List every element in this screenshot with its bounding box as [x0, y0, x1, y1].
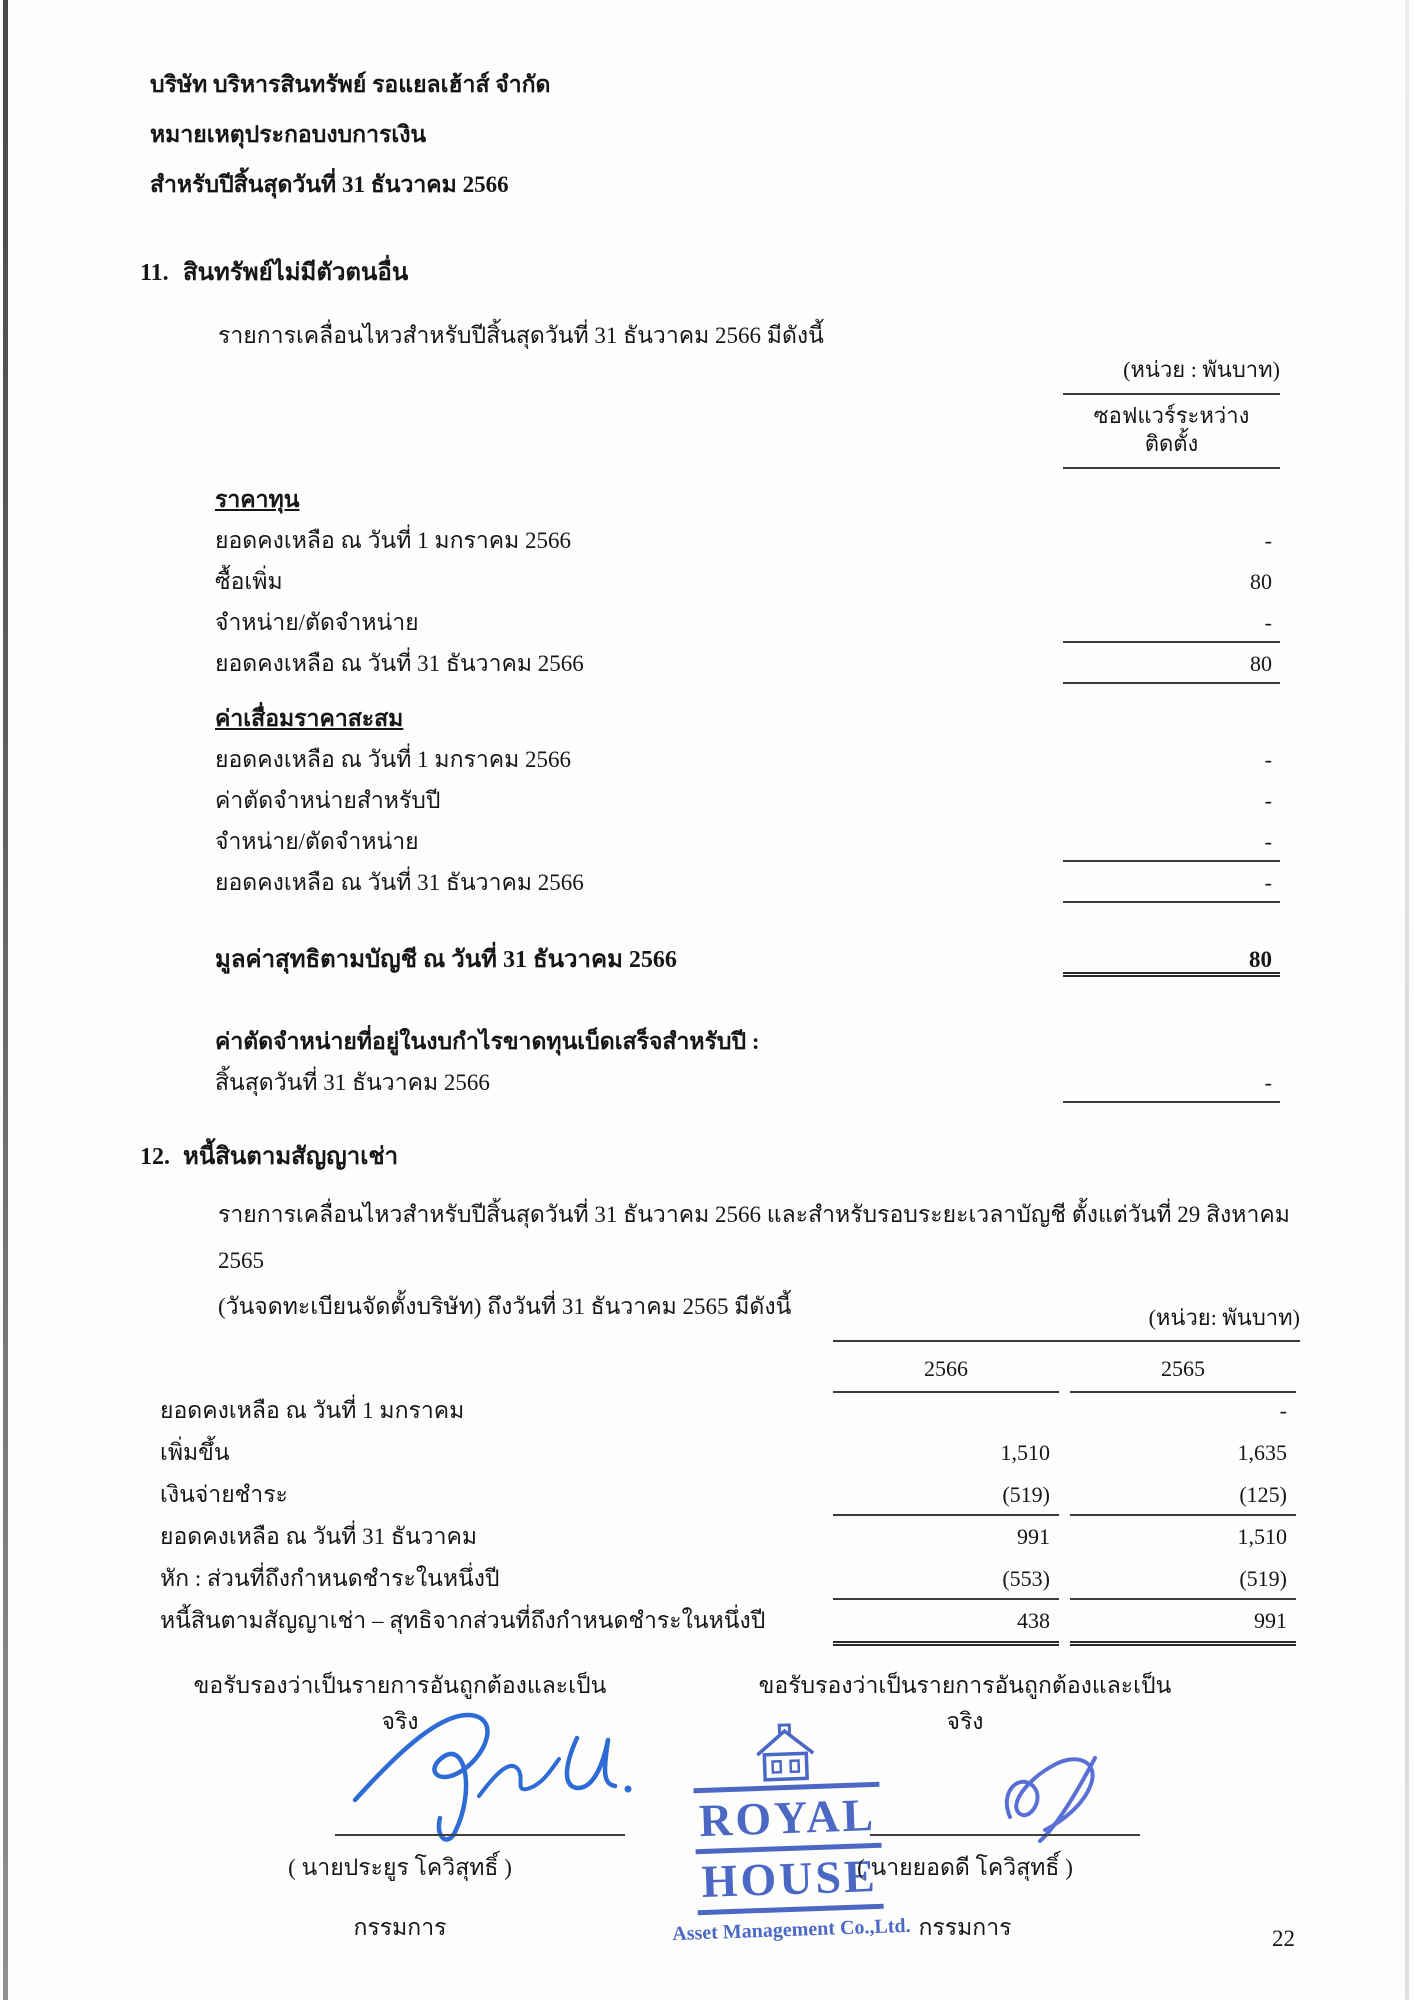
- signer-name-left: ( นายประยูร โควิสุทธิ์ ): [288, 1855, 512, 1880]
- year-column-2566: 2566: [833, 1341, 1059, 1393]
- section11-heading: [140, 252, 408, 291]
- scan-edge-left: [3, 0, 8, 2000]
- signer-title-right: กรรมการ: [918, 1915, 1012, 1940]
- section12-number: 12.: [140, 1144, 170, 1170]
- net-book-value-row: มูลค่าสุทธิตามบัญชี ณ วันที่ 31 ธันวาคม 2566 80: [215, 943, 1280, 977]
- amortization-section-heading: ค่าเสื่อมราคาสะสม: [215, 706, 404, 731]
- signature-right: [985, 1742, 1195, 1847]
- section11-title: สินทรัพย์ไม่มีตัวตนอื่น: [183, 260, 409, 286]
- stamp-word-house: HOUSE: [700, 1849, 879, 1908]
- section11-number: 11.: [140, 260, 169, 286]
- period-line: สำหรับปีสิ้นสุดวันที่ 31 ธันวาคม 2566: [150, 172, 509, 197]
- unit-label-2: (หน่วย: พันบาท): [1148, 1305, 1300, 1330]
- lease-liabilities-table: [160, 1390, 1296, 1646]
- section12-intro-line1: รายการเคลื่อนไหวสำหรับปีสิ้นสุดวันที่ 31 ธันวาคม 2566 และสำหรับรอบระยะเวลาบัญชี ตั้งแต่วันที่ 29 สิงหาคม 2565: [218, 1202, 1290, 1273]
- table-row: เพิ่มขึ้น 1,510 1,635: [160, 1440, 1287, 1465]
- table-row: หัก : ส่วนที่ถึงกำหนดชำระในหนึ่งปี (553) (519): [160, 1558, 1296, 1600]
- table-row: ยอดคงเหลือ ณ วันที่ 1 มกราคม 2566 -: [215, 528, 1272, 553]
- document-title: หมายเหตุประกอบงบการเงิน: [150, 122, 427, 147]
- unit-label-1: (หน่วย : พันบาท): [1123, 357, 1280, 382]
- intangibles-column-header: [1063, 393, 1280, 469]
- table-row: หนี้สินตามสัญญาเช่า – สุทธิจากส่วนที่ถึงกำหนดชำระในหนึ่งปี 438 991: [160, 1600, 1296, 1646]
- column-header-line2: ติดตั้ง: [1144, 431, 1199, 456]
- amortization-expense-row: สิ้นสุดวันที่ 31 ธันวาคม 2566 -: [215, 1062, 1280, 1103]
- section12-title: หนี้สินตามสัญญาเช่า: [183, 1144, 399, 1170]
- signature-left: [345, 1700, 665, 1845]
- signer-title-left: กรรมการ: [353, 1915, 447, 1940]
- column-header-line1: ซอฟแวร์ระหว่าง: [1093, 403, 1250, 428]
- intangibles-table: [215, 479, 1280, 1103]
- certification-left: ขอรับรองว่าเป็นรายการอันถูกต้องและเป็นจริง: [193, 1673, 607, 1734]
- stamp-company-line: Asset Management Co.,Ltd.: [671, 1914, 911, 1946]
- intangibles-table-header: [1063, 352, 1280, 469]
- certification-right: ขอรับรองว่าเป็นรายการอันถูกต้องและเป็นจริง: [758, 1673, 1172, 1734]
- stamp-house-icon: [748, 1721, 822, 1783]
- section12-intro-line2: (วันจดทะเบียนจัดตั้งบริษัท) ถึงวันที่ 31 ธันวาคม 2565 มีดังนี้: [218, 1294, 792, 1319]
- table-row: ยอดคงเหลือ ณ วันที่ 1 มกราคม -: [160, 1398, 1287, 1423]
- cost-section-heading: ราคาทุน: [215, 487, 300, 512]
- table-row: ยอดคงเหลือ ณ วันที่ 31 ธันวาคม 2566 -: [215, 862, 1280, 903]
- table-row: เงินจ่ายชำระ (519) (125): [160, 1474, 1296, 1516]
- signature-line-left: [335, 1834, 625, 1836]
- year-column-2565: 2565: [1070, 1341, 1296, 1393]
- stamp-word-royal: ROYAL: [698, 1788, 877, 1847]
- signature-line-right: [870, 1834, 1140, 1836]
- table-row: ยอดคงเหลือ ณ วันที่ 31 ธันวาคม 991 1,510: [160, 1524, 1287, 1549]
- table-row: ยอดคงเหลือ ณ วันที่ 31 ธันวาคม 2566 80: [215, 643, 1280, 684]
- table-row: จำหน่าย/ตัดจำหน่าย -: [215, 602, 1280, 643]
- scan-edge-right: [1405, 0, 1409, 2000]
- page-number: 22: [1272, 1926, 1295, 1951]
- table-row: ค่าตัดจำหน่ายสำหรับปี -: [215, 788, 1272, 813]
- table-row: ยอดคงเหลือ ณ วันที่ 1 มกราคม 2566 -: [215, 747, 1272, 772]
- section12-heading: [140, 1136, 398, 1175]
- company-name: บริษัท บริหารสินทรัพย์ รอแยลเฮ้าส์ จำกัด: [150, 72, 551, 97]
- table-row: ซื้อเพิ่ม 80: [215, 569, 1272, 594]
- section11-intro: รายการเคลื่อนไหวสำหรับปีสิ้นสุดวันที่ 31 ธันวาคม 2566 มีดังนี้: [218, 323, 824, 348]
- signer-name-right: ( นายยอดดี โควิสุทธิ์ ): [857, 1855, 1073, 1880]
- amortization-expense-heading: ค่าตัดจำหน่ายที่อยู่ในงบกำไรขาดทุนเบ็ดเสร็จสำหรับปี :: [215, 1029, 760, 1054]
- document-header: [150, 60, 551, 210]
- table-row: จำหน่าย/ตัดจำหน่าย -: [215, 821, 1280, 862]
